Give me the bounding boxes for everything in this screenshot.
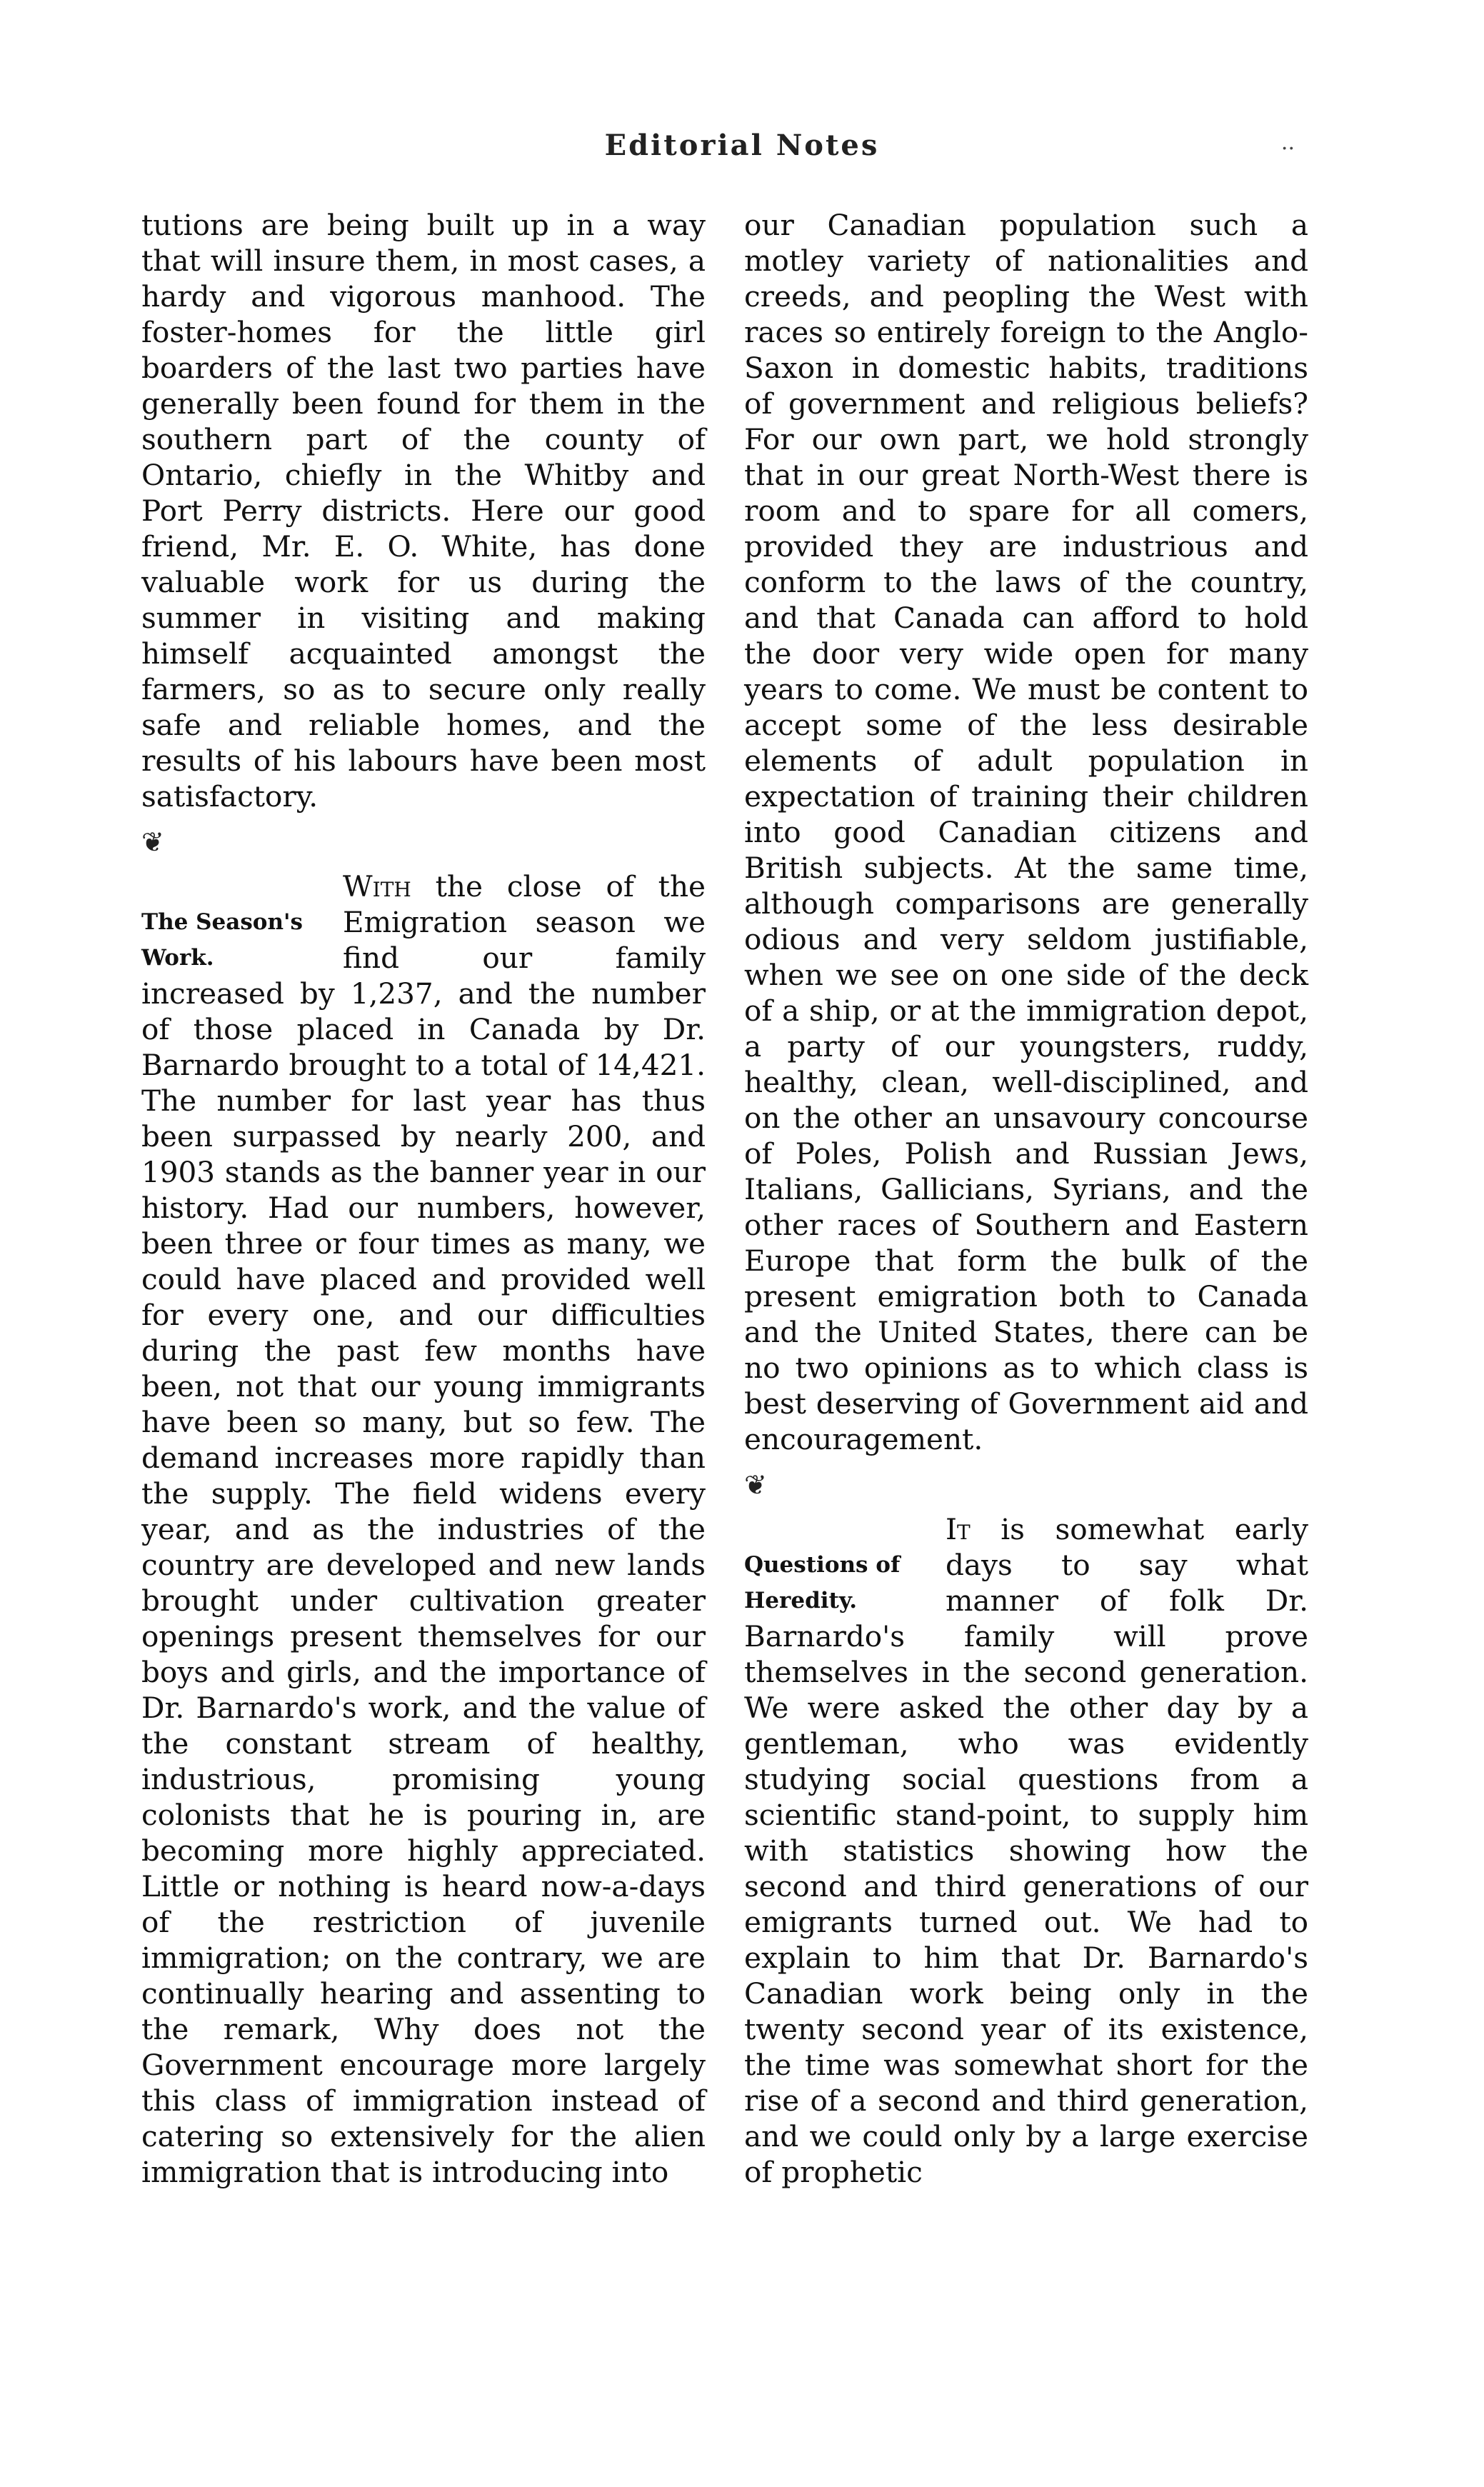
sidehead-line: Questions of	[744, 1552, 901, 1578]
paragraph-foster-homes: tutions are being built up in a way that will insure them, in most cases, a hardy and vigorous manhood. The foster-homes for the little girl boarders of the last two parties have generally been found for them in the southern part of the county of Ontario, chiefly in the Whitby and Port Perry districts. Here our good friend, Mr. E. O. White, has done valuable work for us during the summer in visiting and making himself acquainted amongst the farmers, so as to secure only really safe and reliable homes, and the results of his labours have been most satisfactory.	[141, 208, 706, 814]
sidehead-line: The Season's	[141, 909, 303, 935]
right-column	[744, 207, 1308, 2190]
sidehead-line: Work.	[141, 945, 214, 971]
page-mark: ..	[1280, 130, 1295, 155]
sidehead-questions-of-heredity	[744, 1511, 936, 1618]
paragraph-text: is somewhat early days to say what manner of folk Dr. Barnardo's family will prove themselves in the second generation. We were asked the other day by a gentleman, who was evidently studying social questions from a scientific stand-point, to supply him with statistics showing how the second and third generations of our emigrants turned out. We had to explain to him that Dr. Barnardo's Canadian work being only in the twenty second year of its existence, the time was somewhat short for the rise of a second and third generation, and we could only by a large exercise of prophetic	[744, 1512, 1308, 2189]
paragraph-text: the close of the Emigration season we find our family increased by 1,237, and the number of those placed in Canada by Dr. Barnardo brought to a total of 14,421. The number for last year has thus been surpassed by nearly 200, and 1903 stands as the banner year in our history. Had our numbers, however, been three or four times as many, we could have placed and provided well for every one, and our difficulties during the past few months have been, not that our young immigrants have been so many, but so few. The demand increases more rapidly than the supply. The field widens every year, and as the industries of the country are developed and new lands brought under cultivation greater openings present themselves for our boys and girls, and the importance of Dr. Barnardo's work, and the value of the constant stream of healthy, industrious, promising young colonists that he is pouring in, are becoming more highly appreciated. Little or nothing is heard now-a-days of the restriction of juvenile immigration; on the contrary, we are continually hearing and assenting to the remark, Why does not the Government encourage more largely this class of immigration instead of catering so extensively for the alien immigration that is introducing into	[141, 869, 706, 2189]
ornament-icon: ❦	[141, 826, 164, 858]
sidehead-line: Heredity.	[744, 1588, 858, 1613]
running-title: Editorial Notes	[604, 129, 880, 162]
lead-word: With	[343, 869, 411, 904]
paragraph-immigration-policy: our Canadian population such a motley variety of nationalities and creeds, and peopling the West with races so entirely foreign to the Anglo-Saxon in domestic habits, traditions of government and religious beliefs? For our own part, we hold strongly that in our great North-West there is room and to spare for all comers, provided they are industrious and conform to the laws of the country, and that Canada can afford to hold the door very wide open for many years to come. We must be content to accept some of the less desirable elements of adult population in expectation of training their children into good Canadian citizens and British subjects. At the same time, although comparisons are generally odious and very seldom justifiable, when we see on one side of the deck of a ship, or at the immigration depot, a party of our youngsters, ruddy, healthy, clean, well-disciplined, and on the other an unsavoury concourse of Poles, Polish and Russian Jews, Italians, Gallicians, Syrians, and the other races of Southern and Eastern Europe that form the bulk of the present emigration both to Canada and the United States, there can be no two opinions as to which class is best deserving of Government aid and encouragement.	[744, 208, 1308, 1456]
ornament-icon: ❦	[744, 1469, 767, 1501]
left-column	[141, 207, 706, 2190]
sidehead-seasons-work	[141, 869, 333, 976]
lead-word: It	[946, 1512, 971, 1546]
paragraph-seasons-work	[141, 869, 706, 2190]
